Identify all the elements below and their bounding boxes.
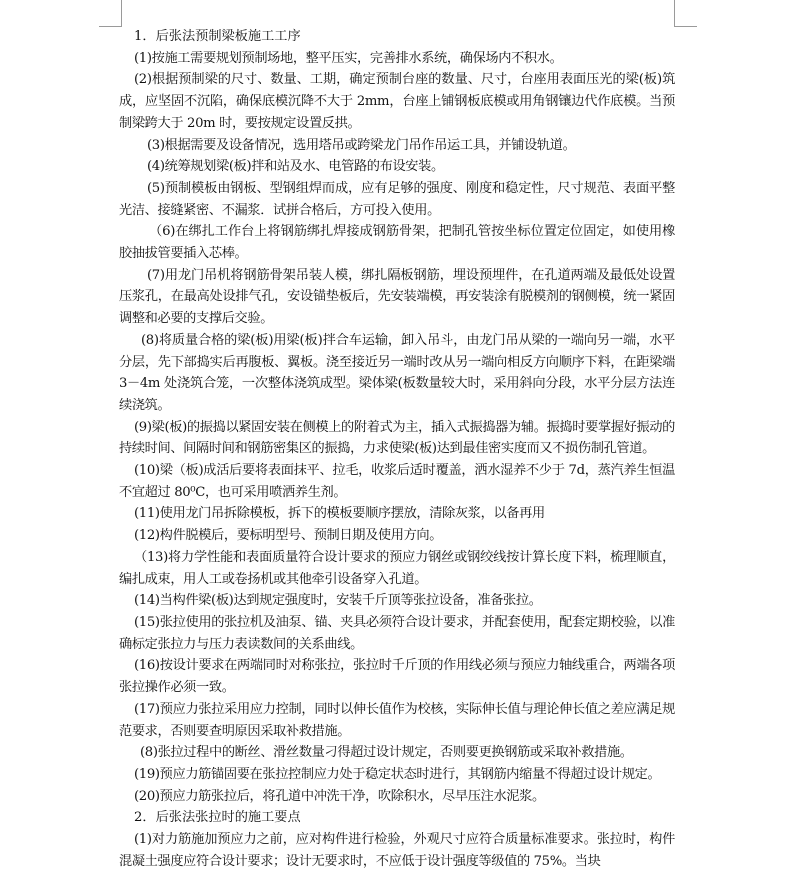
paragraph: (11)使用龙门吊拆除模板，拆下的模板要顺序摆放，清除灰浆，以备再用 — [134, 506, 545, 522]
paragraph: (8)将质量合格的梁(板)用梁(板)拌合车运输，卸入吊斗，由龙门吊从梁的一端向另一端，水平分层，先下部捣实后再腹板、翼板。浇至接近另一端时改从另一端向相反方向顺序下料，在距梁端 3－4m 处浇筑合笼，一次整体浇筑成型。梁体梁(板数量较大时，采用斜向分段，水平分层方法连续浇筑。 — [119, 332, 675, 413]
paragraph: (7)用龙门吊机将钢筋骨架吊装人模，绑扎隔板钢筋，埋设预埋件，在孔道两端及最低处设置压浆孔，在最高处设排气孔，安设锚垫板后，先安装端模，再安装涂有脱模剂的钢侧模，统一紧固调整和必要的支撑后交验。 — [119, 267, 675, 327]
paragraph: (10)梁（板)成活后要将表面抹平、拉毛，收浆后适时覆盖，洒水湿养不少于 7d，蒸汽养生恒温不宜超过 80⁰C，也可采用喷洒养生剂。 — [119, 463, 675, 500]
section-heading: 2．后张法张拉时的施工要点 — [134, 810, 301, 826]
paragraph: (1)对力筋施加预应力之前，应对构件进行检验，外观尺寸应符合质量标准要求。张拉时，构件混凝土强度应符合设计要求；设计无要求时，不应低于设计强度等级值的 75%。当块 — [119, 832, 675, 869]
crop-mark-top-left — [99, 0, 122, 27]
paragraph: (20)预应力筋张拉后，将孔道中冲洗干净，吹除积水，尽早压注水泥浆。 — [134, 788, 545, 804]
paragraph: (8)张拉过程中的断丝、滑丝数量刁得超过设计规定，否则要更换钢筋或采取补救措施。 — [140, 745, 633, 761]
paragraph: (19)预应力筋锚固要在张拉控制应力处于稳定状态时进行，其钢筋内缩量不得超过设计规定。 — [134, 766, 661, 782]
paragraph: (16)按设计要求在两端同时对称张拉，张拉时千斤顶的作用线必须与预应力轴线重合，两端各项张拉操作必须一致。 — [119, 658, 675, 696]
document-body — [119, 26, 675, 872]
paragraph: (4)统筹规划梁(板)拌和站及水、电管路的布设安装。 — [147, 159, 444, 175]
paragraph: (12)构件脱模后，要标明型号、预制日期及使用方向。 — [134, 528, 443, 544]
paragraph: (2)根据预制梁的尺寸、数量、工期，确定预制台座的数量、尺寸，台座用表面压光的梁(板)筑成，应坚固不沉陷，确保底模沉降不大于 2mm，台座上铺钢板底模或用角钢镶边代作底模。当预制梁跨大于 20m 时，要按规定设置反拱。 — [119, 72, 675, 131]
paragraph: (3)根据需要及设备情况，选用塔吊或跨梁龙门吊作吊运工具，并铺设轨道。 — [147, 137, 576, 153]
paragraph: (14)当构件梁(板)达到规定强度时，安装千斤顶等张拉设备，准备张拉。 — [134, 593, 542, 609]
paragraph: (17)预应力张拉采用应力控制，同时以伸长值作为校核，实际伸长值与理论伸长值之差应满足规范要求，否则要查明原因采取补救措施。 — [119, 701, 675, 739]
section-heading: 1．后张法预制梁板施工工序 — [134, 29, 301, 44]
crop-mark-top-right — [674, 0, 697, 27]
paragraph: （13)将力学性能和表面质量符合设计要求的预应力钢丝或钢绞线按计算长度下料，梳理顺直，编扎成束，用人工或卷扬机或其他牵引设备穿入孔道。 — [119, 549, 675, 587]
paragraph: (9)梁(板)的振捣以紧固安装在侧模上的附着式为主，插入式振捣器为辅。振捣时要掌握好振动的持续时间、间隔时间和钢筋密集区的振捣，力求使梁(板)达到最佳密实度而又不损伤制孔管道。 — [119, 419, 675, 457]
paragraph: (5)预制模板由钢板、型钢组焊而成，应有足够的强度、刚度和稳定性，尺寸规范、表面平整光洁、接缝紧密、不漏浆．试拼合格后，方可投入使用。 — [119, 180, 675, 218]
paragraph: (15)张拉使用的张拉机及油泵、锚、夹具必须符合设计要求，并配套使用，配套定期校验，以准确标定张拉力与压力表读数间的关系曲线。 — [119, 614, 675, 652]
paragraph: （6)在绑扎工作台上将钢筋绑扎焊接成钢筋骨架，把制孔管按坐标位置定位固定，如使用橡胶抽拔管要插入芯棒。 — [119, 224, 675, 262]
paragraph: (1)按施工需要规划预制场地，整平压实，完善排水系统，确保场内不积水。 — [134, 50, 563, 66]
